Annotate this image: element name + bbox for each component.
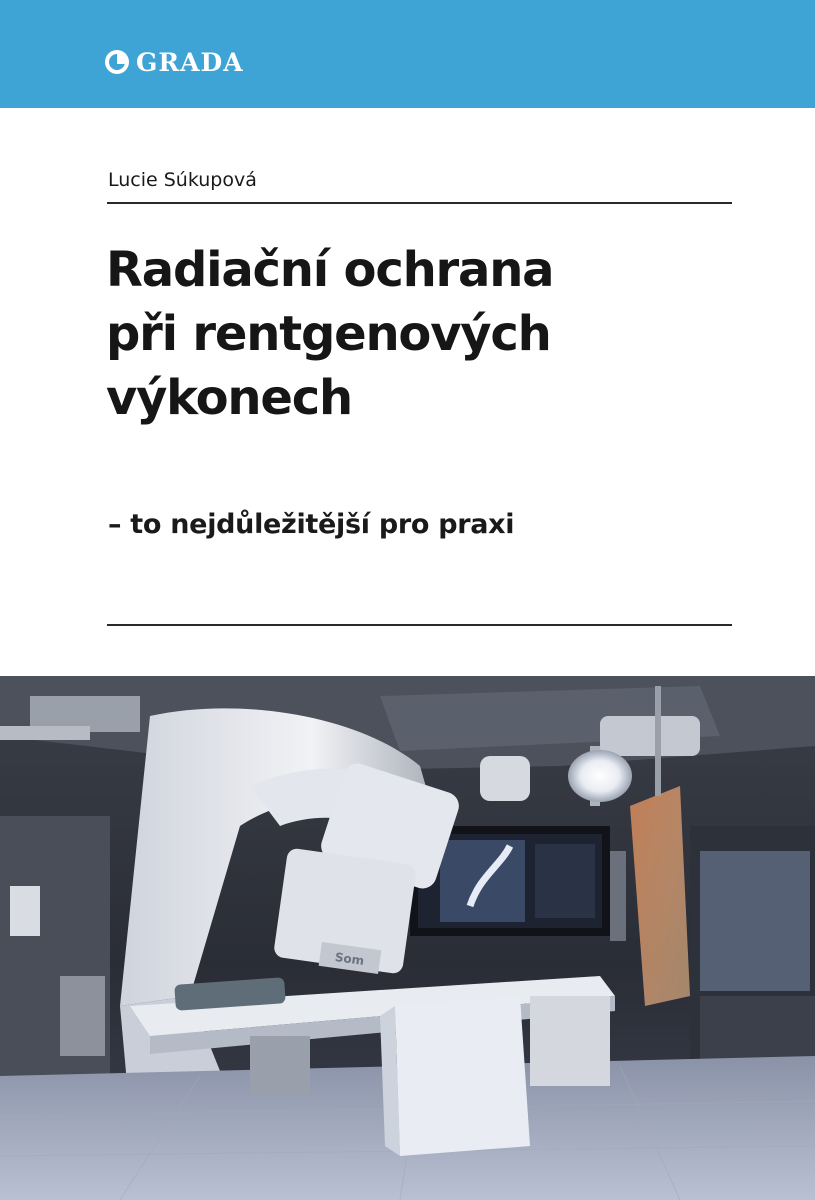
title-line-1: Radiační ochrana — [106, 242, 554, 298]
cover-photo — [0, 676, 815, 1200]
title-line-2: při rentgenových — [106, 306, 551, 362]
publisher-logo — [104, 46, 244, 78]
book-title — [106, 238, 553, 430]
bottom-divider — [107, 624, 732, 626]
title-line-3: výkonech — [106, 370, 352, 426]
publisher-name: GRADA — [136, 47, 244, 77]
gantry-label: Som — [334, 949, 366, 968]
author-name: Lucie Súkupová — [108, 169, 257, 191]
book-subtitle: – to nejdůležitější pro praxi — [108, 509, 515, 540]
top-divider — [107, 202, 732, 204]
grada-logo-icon — [104, 49, 130, 75]
publisher-band — [0, 0, 815, 108]
